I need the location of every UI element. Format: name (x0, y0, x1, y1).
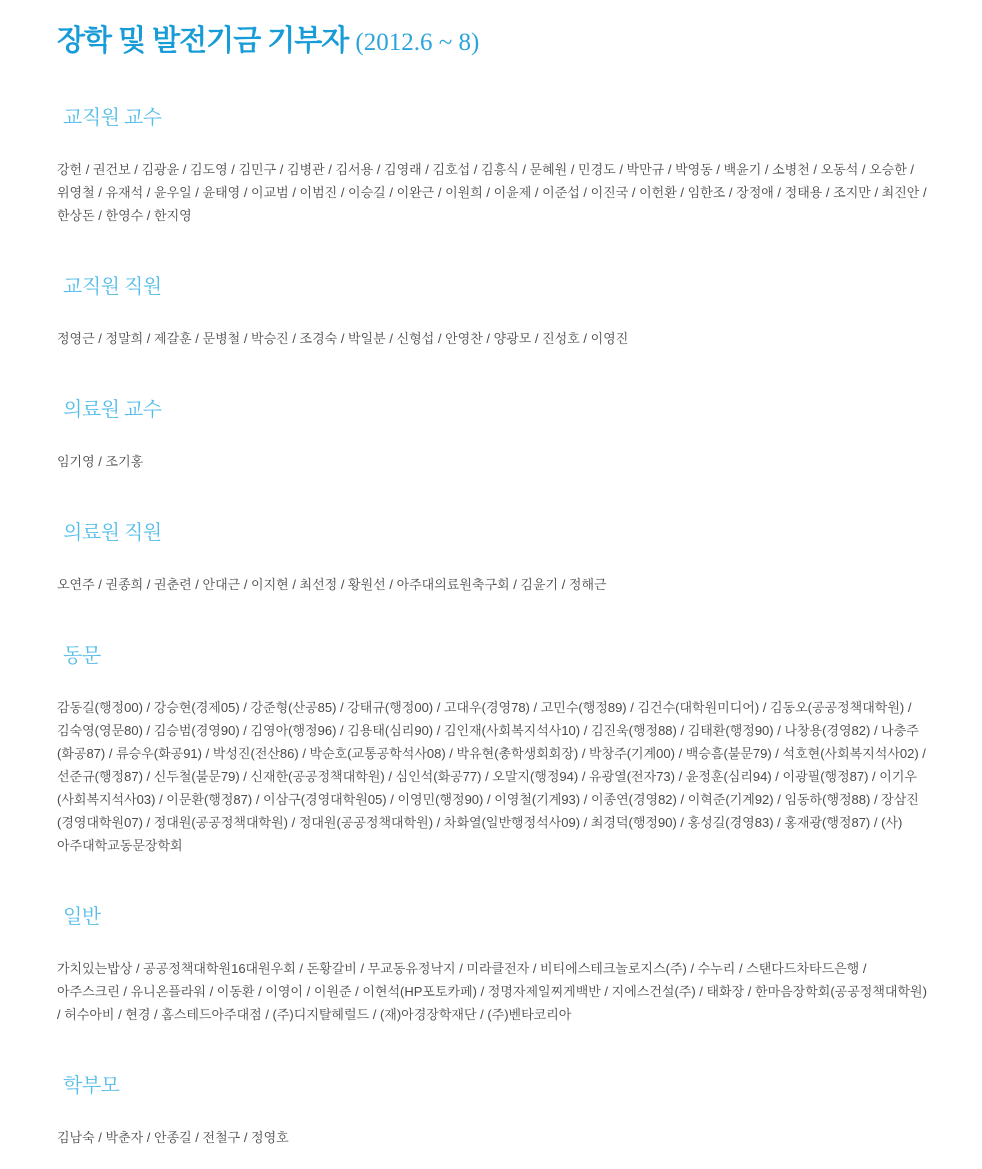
section-general (57, 906, 930, 1026)
donor-names: 감동길(행정00) / 강승현(경제05) / 강준형(산공85) / 강태규(행정00) / 고대우(경영78) / 고민수(행정89) / 김건수(대학원미디어) / 김동오(공공정책대학원) / 김숙영(영문80) / 김승범(경영90) / 김영아(행정96) / 김용태(심리90) / 김인재(사회복지석사10) / 김진욱(행정88) / 김태환(행정90) / 나창용(경영82) / 나충주(화공87) / 류승우(화공91) / 박성진(전산86) / 박순호(교통공학석사08) / 박유현(총학생회회장) / 박창주(기계00) / 백승흠(불문79) / 석호현(사회복지석사02) / 선준규(행정87) / 신두철(불문79) / 신재한(공공정책대학원) / 심인석(화공77) / 오말지(행정94) / 유광열(전자73) / 윤정훈(심리94) / 이광필(행정87) / 이기우(사회복지석사03) / 이문환(행정87) / 이삼구(경영대학원05) / 이영민(행정90) / 이영철(기계93) / 이종연(경영82) / 이혁준(기계92) / 임동하(행정88) / 장삼진(경영대학원07) / 정대원(공공정책대학원) / 정대원(공공정책대학원) / 차화열(일반행정석사09) / 최경덕(행정90) / 홍성길(경영83) / 홍재광(행정87) / (사)아주대학교동문장학회 (57, 699, 926, 853)
section-heading: 교직원 직원 (63, 275, 162, 298)
donor-names: 오연주 / 권종희 / 권춘련 / 안대근 / 이지현 / 최선정 / 황원선 / 아주대의료원축구회 / 김윤기 / 정해근 (57, 576, 607, 592)
donor-names: 정영근 / 정말희 / 제갈훈 / 문병철 / 박승진 / 조경숙 / 박일분 / 신형섭 / 안영찬 / 양광모 / 진성호 / 이영진 (57, 330, 629, 346)
section-medical-professors (57, 399, 930, 473)
section-heading: 일반 (63, 905, 101, 928)
section-heading: 의료원 교수 (63, 398, 162, 421)
donor-names: 김남숙 / 박춘자 / 안종길 / 전철구 / 정영호 (57, 1129, 289, 1145)
donor-names: 임기영 / 조기홍 (57, 453, 144, 469)
section-heading: 동문 (63, 644, 101, 667)
section-parents (57, 1075, 930, 1149)
page-title (57, 26, 930, 58)
section-heading: 의료원 직원 (63, 521, 162, 544)
section-faculty-professors (57, 107, 930, 227)
section-alumni (57, 645, 930, 857)
section-heading: 학부모 (63, 1074, 120, 1097)
page-title-period: (2012.6 ~ 8) (355, 29, 480, 56)
section-medical-staff (57, 522, 930, 596)
section-faculty-staff (57, 276, 930, 350)
donor-names: 가치있는밥상 / 공공정책대학원16대원우회 / 돈황갈비 / 무교동유정낙지 / 미라클전자 / 비티에스테크놀로지스(주) / 수누리 / 스탠다드차타드은행 / 아주스크린 / 유니온플라워 / 이동환 / 이영이 / 이원준 / 이현석(HP포토카페) / 정명자제일찌게백반 / 지에스건설(주) / 태화장 / 한마음장학회(공공정책대학원) / 허수아비 / 현경 / 홈스테드아주대점 / (주)디지탈헤럴드 / (재)아경장학재단 / (주)벤타코리아 (57, 960, 927, 1022)
donor-names: 강헌 / 권건보 / 김광윤 / 김도영 / 김민구 / 김병관 / 김서용 / 김영래 / 김호섭 / 김흥식 / 문혜원 / 민경도 / 박만규 / 박영동 / 백윤기 / 소병천 / 오동석 / 오승한 / 위영철 / 유재석 / 윤우일 / 윤태영 / 이교범 / 이범진 / 이승길 / 이완근 / 이원희 / 이윤제 / 이준섭 / 이진국 / 이헌환 / 임한조 / 장정애 / 정태용 / 조지만 / 최진안 / 한상돈 / 한영수 / 한지영 (57, 161, 927, 223)
page-title-text: 장학 및 발전기금 기부자 (57, 25, 349, 57)
section-heading: 교직원 교수 (63, 106, 162, 129)
